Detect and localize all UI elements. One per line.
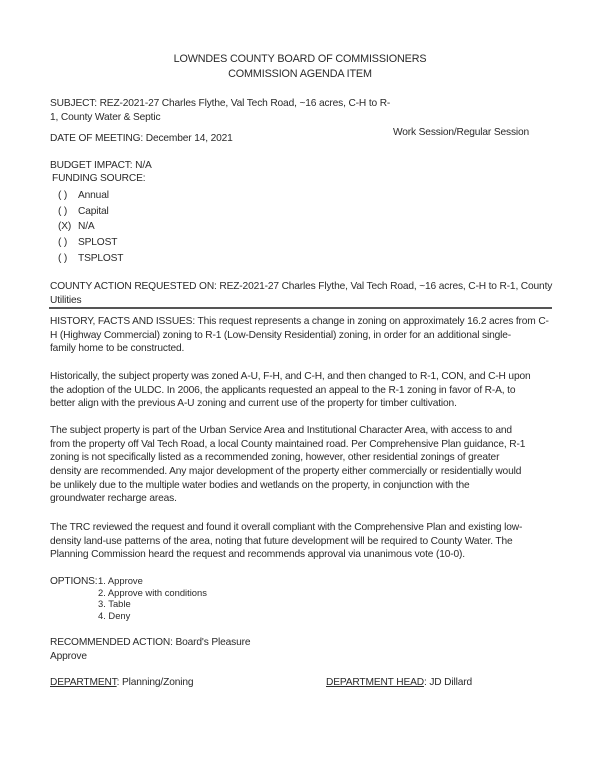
text-line: The subject property is part of the Urban Service Area and Institutional Character Area, with access to and bbox=[50, 425, 512, 436]
subject-line: SUBJECT: REZ-2021-27 Charles Flythe, Val Tech Road, ~16 acres, C-H to R- bbox=[50, 98, 391, 109]
budget-impact: BUDGET IMPACT: N/A bbox=[50, 160, 152, 171]
department-value: : Planning/Zoning bbox=[116, 677, 194, 688]
checkbox-mark: (X) bbox=[58, 221, 72, 233]
funding-option-annual bbox=[58, 188, 123, 204]
funding-label: N/A bbox=[78, 221, 95, 233]
funding-label: Annual bbox=[78, 190, 109, 201]
department-head-value: : JD Dillard bbox=[423, 677, 472, 688]
meeting-date: DATE OF MEETING: December 14, 2021 bbox=[50, 133, 233, 144]
text-line: Historically, the subject property was zoned A-U, F-H, and C-H, and then changed to R-1, CON, and C-H upon bbox=[50, 371, 531, 382]
document-title: LOWNDES COUNTY BOARD OF COMMISSIONERS bbox=[173, 53, 427, 65]
funding-option-capital bbox=[58, 204, 123, 220]
section-divider bbox=[49, 307, 552, 309]
funding-option-na bbox=[58, 219, 123, 235]
department-head-label: DEPARTMENT HEAD bbox=[326, 677, 424, 688]
text-line: density are recommended. Any major development of the property either commercially or residentially would bbox=[50, 466, 522, 478]
text-line: HISTORY, FACTS AND ISSUES: This request represents a change in zoning on approximately 16.2 acres from C- bbox=[50, 316, 549, 327]
checkbox-mark: ( ) bbox=[58, 252, 68, 264]
funding-label: Capital bbox=[78, 205, 109, 217]
paragraph-history bbox=[50, 315, 549, 356]
funding-source-list bbox=[58, 188, 123, 266]
paragraph-trc bbox=[50, 521, 522, 562]
text-line: H (Highway Commercial) zoning to R-1 (Low-Density Residential) zoning, in order for an additional single- bbox=[50, 329, 512, 341]
option-item: 4. Deny bbox=[98, 610, 131, 622]
option-item: 3. Table bbox=[98, 598, 131, 610]
text-line: family home to be constructed. bbox=[50, 343, 185, 355]
text-line: be unlikely due to the multiple water bodies and wetlands on the property, in conjunction with the bbox=[50, 479, 470, 491]
text-line: density land-use patterns of the area, noting that future development will be required to County Water. The bbox=[50, 535, 513, 547]
text-line: The TRC reviewed the request and found it overall compliant with the Comprehensive Plan and existing low- bbox=[50, 522, 523, 533]
checkbox-mark: ( ) bbox=[58, 205, 68, 217]
recommended-action bbox=[50, 636, 250, 663]
text-line: from the property off Val Tech Road, a local County maintained road. Per Comprehensive Plan guidance, R-1 bbox=[50, 438, 526, 450]
funding-label: SPLOST bbox=[78, 237, 118, 249]
text-line: groundwater recharge areas. bbox=[50, 493, 177, 505]
funding-option-tsplost bbox=[58, 251, 123, 267]
checkbox-mark: ( ) bbox=[58, 237, 68, 249]
checkbox-mark: ( ) bbox=[58, 190, 68, 201]
action-line: COUNTY ACTION REQUESTED ON: REZ-2021-27 Charles Flythe, Val Tech Road, ~16 acres, C-H to R-1, County bbox=[50, 281, 553, 292]
text-line: better align with the previous A-U zoning and current use of the property for timber cultivation. bbox=[50, 398, 457, 410]
option-item: 1. Approve bbox=[98, 575, 143, 586]
funding-source-label: FUNDING SOURCE: bbox=[52, 173, 146, 184]
text-line: the adoption of the ULDC. In 2006, the applicants requested an appeal to the R-1 zoning in favor of R-A, to bbox=[50, 384, 516, 396]
document-subtitle: COMMISSION AGENDA ITEM bbox=[228, 68, 372, 80]
department-head bbox=[326, 676, 472, 690]
options-list bbox=[98, 575, 207, 622]
action-requested bbox=[50, 280, 552, 307]
department-label: DEPARTMENT bbox=[50, 677, 117, 688]
action-line: Utilities bbox=[50, 294, 82, 306]
recommended-action-value: Approve bbox=[50, 650, 87, 662]
option-item: 2. Approve with conditions bbox=[98, 586, 207, 598]
text-line: Planning Commission heard the request and recommends approval via unanimous vote (10-0). bbox=[50, 549, 465, 561]
department bbox=[50, 676, 193, 690]
funding-option-splost bbox=[58, 235, 123, 251]
subject-line: 1, County Water & Septic bbox=[50, 111, 161, 123]
text-line: zoning is not specifically listed as a recommended zoning, however, other residential zonings of greater bbox=[50, 452, 500, 464]
paragraph-subject-property bbox=[50, 424, 525, 506]
funding-label: TSPLOST bbox=[78, 252, 124, 264]
session-type: Work Session/Regular Session bbox=[393, 127, 530, 138]
subject bbox=[50, 97, 390, 124]
options-label: OPTIONS: bbox=[50, 576, 98, 587]
recommended-action-line: RECOMMENDED ACTION: Board's Pleasure bbox=[50, 637, 251, 648]
paragraph-historically bbox=[50, 370, 531, 411]
